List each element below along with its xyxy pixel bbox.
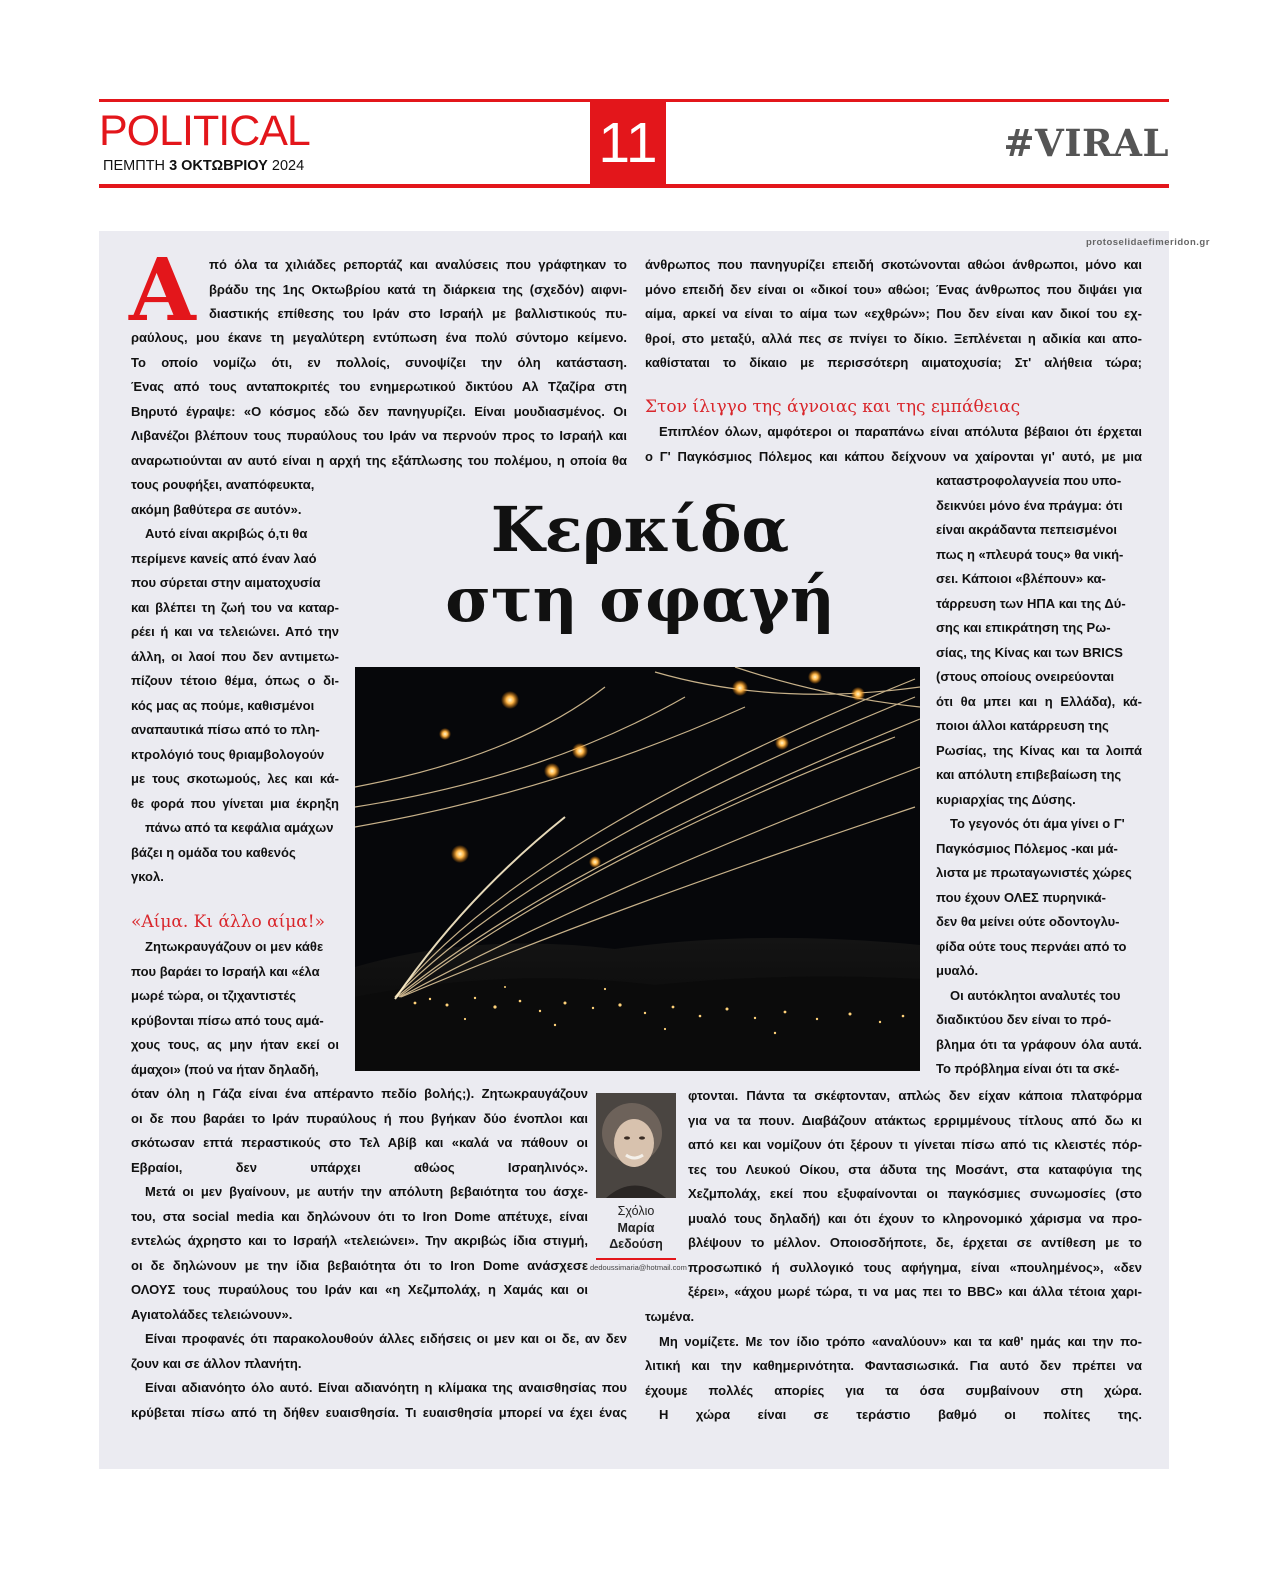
text-line: οι δε δηλώνουν με την ίδια βεβαιότητα ότι το Iron Dome ανάσχεσε: [131, 1257, 588, 1273]
text-line: Χεζμπολάχ, εκεί που εξυφαίνονται οι παγκόσμιες συνωμοσίες (στο: [688, 1186, 1142, 1201]
text-line: (στους οποίους ονειρεύονται: [936, 669, 1115, 684]
text-line: σης και επικράτηση της Ρω-: [936, 620, 1111, 635]
issue-day: ΠΕΜΠΤΗ: [103, 158, 166, 174]
missile-interception-image: [355, 667, 920, 1071]
column-2-narrow-text: [936, 469, 1142, 1082]
text-line: είναι ακράδαντα πεπεισμένοι: [936, 522, 1118, 537]
text-line: λιστα με πρωταγωνιστές χώρες: [936, 865, 1132, 880]
text-line: ακόμη βαθύτερα σε αυτόν».: [131, 501, 302, 517]
drop-cap: Α: [129, 240, 196, 341]
column-1-narrow-text: [131, 473, 339, 890]
page-number: 11: [590, 99, 666, 188]
text-line: Βηρυτό έγραψε: «Ο κόσμος εδώ δεν πανηγυρίζει. Είναι μουδιασμένος. Οι: [131, 403, 627, 419]
text-line: δεικνύει μόνο ένα πράγμα: ότι: [936, 497, 1123, 513]
text-line: θε φορά που γίνεται μια έκρηξη: [131, 795, 339, 811]
author-last-name: Δεδούση: [609, 1237, 663, 1251]
author-photo: [596, 1093, 676, 1198]
text-line: ζουν και σε άλλον πλανήτη.: [131, 1355, 302, 1371]
article-photo: [355, 667, 920, 1071]
text-line: που βαράει το Ισραήλ και «έλα: [131, 963, 320, 979]
text-line: ρέει ή και να τελειώνει. Από την: [131, 624, 339, 639]
text-line: Ζητωκραυγάζουν οι μεν κάθε: [145, 939, 324, 954]
column-2-mid-text: [688, 1084, 1142, 1305]
subhead-blood: «Αίμα. Κι άλλο αίμα!»: [131, 912, 326, 932]
text-line: ο Γ' Παγκόσμιος Πόλεμος και κάπου δείχνουν να χαίρονται γι' αυτό, με μια: [645, 448, 1142, 464]
text-line: αναρωτιούνται αν αυτό είναι η αρχή της εξάπλωσης του πολέμου, η οποία θα: [131, 452, 627, 468]
text-line: βλέψουν το μέλλον. Οποιοσδήποτε, δε, έρχεται σε αντίθεση με το: [688, 1235, 1142, 1250]
text-line: άμαχοι» (πού να ήταν δηλαδή,: [131, 1061, 319, 1077]
text-line: φτονται. Πάντα τα σκέφτονταν, απλώς δεν είχαν κάποια πλατφόρμα: [688, 1088, 1142, 1103]
text-line: τους ρουφήξει, αναπόφευκτα,: [131, 477, 315, 492]
text-line: κός μας ας πούμε, καθισμένοι: [131, 697, 315, 713]
text-line: από κει και νομίζουν ότι ξέρουν τι γίνεται πίσω από τις κλειστές πόρ-: [688, 1137, 1142, 1152]
text-line: ραύλους, μου έκανε τη μεγαλύτερη εντύπωση ένα πολύ σύντομο κείμενο.: [131, 330, 627, 345]
text-line: που σύρεται στην αιματοχυσία: [131, 575, 321, 590]
text-line: γκολ.: [131, 869, 164, 884]
column-2-bottom-text: [645, 1305, 1142, 1428]
text-line: κρύβεται πίσω από τη δήθεν ευαισθησία. Τι ευαισθησία μπορεί να έχει ένας: [131, 1404, 627, 1420]
text-line: οι δε που βαράει το Ιράν πυραύλους ή που βγήκαν δύο ένοπλοι και: [131, 1110, 588, 1126]
text-line: πάνω από τα κεφάλια αμάχων: [145, 820, 334, 835]
text-line: βάζει η ομάδα του καθενός: [131, 844, 296, 860]
text-line: σκότωσαν επτά περαστικούς στο Τελ Αβίβ και «καλά να πάθουν οι: [131, 1135, 588, 1150]
text-line: για να τα πουν. Διαβάζουν ατάκτως ερριμμένους τίτλους από δω κι: [688, 1112, 1142, 1128]
text-line: Το πρόβλημα είναι ότι τα σκέ-: [936, 1061, 1120, 1076]
issue-year: 2024: [271, 158, 305, 174]
text-line: δεν θα μείνει ούτε οδοντογλυ-: [936, 914, 1120, 929]
text-line: φίδα ούτε τους περνάει από το: [936, 938, 1127, 954]
text-line: τάρρευση των ΗΠΑ και της Δύ-: [936, 595, 1126, 611]
text-line: προσωπικό ή συλλογικό τους αφήγημα, είναι «πουλημένος», «δεν: [688, 1259, 1142, 1275]
text-line: χους τους, ας μην ήταν εκεί οι: [131, 1037, 339, 1052]
text-line: ποιοι άλλοι κατάρρευση της: [936, 718, 1109, 733]
text-line: μόνο επειδή δεν είναι οι «δικοί του» αθώοι; Ένας άνθρωπος που διψάει για: [645, 281, 1142, 297]
text-line: Ένας από τους ανταποκριτές του ενημερωτικού δικτύου Αλ Τζαζίρα στη: [131, 379, 627, 394]
text-line: και απόλυτη επιβεβαίωση της: [936, 767, 1122, 782]
text-line: άνθρωπος που πανηγυρίζει επειδή σκοτώνονται αθώοι άνθρωποι, μόνο και: [645, 257, 1142, 272]
text-line: σίας, της Κίνας και των BRICS: [936, 644, 1123, 660]
text-line: Η χώρα είναι σε τεράστιο βαθμό οι πολίτες της.: [659, 1407, 1142, 1422]
text-line: Το γεγονός ότι άμα γίνει ο Γ': [950, 816, 1125, 831]
author-portrait-image: [596, 1093, 676, 1198]
column-1-bottom-text: [131, 1082, 627, 1425]
issue-date-day: 3 ΟΚΤΩΒΡΙΟΥ: [169, 158, 268, 174]
text-line: έχουμε πολλές απορίες για τα όσα συμβαίνουν στη χώρα.: [645, 1382, 1142, 1398]
text-line: πως η «πλευρά τους» θα νική-: [936, 546, 1124, 562]
text-line: καθίσταται το δίκαιο με περισσότερη αιματοχυσία; Στ' αλήθεια τώρα;: [645, 355, 1142, 370]
text-line: Εβραίοι, δεν υπάρχει αθώος Ισραηλινός».: [131, 1159, 588, 1175]
text-line: βράδυ της 1ης Οκτωβρίου κατά τη διάρκεια της (σχεδόν) αιφνι-: [209, 281, 627, 297]
text-line: όταν όλη η Γάζα είναι ένα απέραντο πεδίο βολής;). Ζητωκραυγάζουν: [131, 1086, 588, 1101]
text-line: εντελώς άχρηστο και το Ισραήλ «τελειώνει». Την ακριβώς ίδια στιγμή,: [131, 1233, 588, 1248]
text-line: ότι θα μπει και η Ελλάδα), κά-: [936, 693, 1142, 709]
text-line: Οι αυτόκλητοι αναλυτές του: [950, 987, 1121, 1003]
author-email: dedoussimaria@hotmail.com: [590, 1263, 687, 1272]
text-line: Αγιατολάδες τελειώνουν».: [131, 1306, 293, 1322]
column-2-sub-text: [645, 420, 1142, 469]
text-line: ΟΛΟΥΣ τους πυραύλους του Ιράν και «η Χεζμπολάχ, η Χαμάς και οι: [131, 1282, 588, 1297]
column-2-text: [645, 253, 1142, 376]
text-line: τες του Λευκού Οίκου, στα άδυτα της Μοσάντ, στα καταφύγια της: [688, 1161, 1142, 1177]
text-line: μυαλό τους δηλαδή) και ότι έχουν το κληρονομικό χάρισμα να προ-: [688, 1210, 1142, 1226]
category-tag: #VIRAL: [1003, 121, 1169, 165]
text-line: λιτική και την καθημερινότητα. Φαντασιωσικά. Για αυτό δεν πρέπει να: [645, 1358, 1142, 1373]
author-first-name: Μαρία: [617, 1221, 655, 1235]
text-line: κτρολόγιό τους θριαμβολογούν: [131, 746, 325, 762]
headline-line-2: στη σφαγή: [445, 563, 835, 636]
header-bottom-rule: [99, 184, 1169, 188]
watermark: protoselidaefimeridon.gr: [1086, 237, 1210, 248]
text-line: τωμένα.: [645, 1309, 695, 1324]
headline-line-1: Κερκίδα: [490, 493, 790, 566]
text-line: αίμα, αρκεί να είναι το αίμα των «εχθρών»; Που δεν είναι καν δικοί του εχ-: [645, 306, 1142, 321]
article-headline: [440, 495, 840, 635]
text-line: που έχουν ΟΛΕΣ πυρηνικά-: [936, 889, 1106, 905]
author-divider: [596, 1258, 676, 1260]
text-line: Λιβανέζοι βλέπουν τους πυραύλους του Ιράν να περνούν προς το Ισραήλ και: [131, 428, 627, 443]
issue-date: [103, 157, 304, 175]
text-line: Ρωσίας, της Κίνας και τα λοιπά: [936, 742, 1142, 758]
text-line: Είναι αδιανόητο όλο αυτό. Είναι αδιανόητη η κλίμακα της αναισθησίας που: [145, 1380, 627, 1395]
text-line: Αυτό είναι ακριβώς ό,τι θα: [145, 526, 308, 541]
author-name: [596, 1220, 676, 1252]
text-line: πίζουν τέτοιο θέμα, όπως ο δι-: [131, 673, 339, 688]
text-line: διαστικής επίθεσης του Ιράν στο Ισραήλ με βαλλιστικούς πυ-: [209, 306, 627, 321]
text-line: Το οποίο νομίζω ότι, εν πολλοίς, συνοψίζει την όλη κατάσταση.: [131, 354, 627, 370]
intro-paragraph: [209, 253, 627, 327]
subhead-vertigo: Στον ίλιγγο της άγνοιας και της εμπάθειας: [645, 397, 1021, 417]
text-line: κυριαρχίας της Δύσης.: [936, 791, 1076, 807]
text-line: Μη νομίζετε. Με τον ίδιο τρόπο «αναλύουν» και τα καθ' ημάς και την πο-: [659, 1333, 1142, 1349]
text-line: με τους σκοτωμούς, λες και κά-: [131, 771, 339, 786]
text-line: Επιπλέον όλων, αμφότεροι οι παραπάνω είναι απόλυτα βέβαιοι ότι έρχεται: [659, 424, 1142, 439]
text-line: άλλη, οι λαοί που δεν αντιμετω-: [131, 648, 339, 664]
text-line: Παγκόσμιος Πόλεμος -και μά-: [936, 840, 1118, 856]
author-label: Σχόλιο: [617, 1204, 655, 1218]
column-1-sub-text: [131, 935, 339, 1082]
text-line: περίμενε κανείς από έναν λαό: [131, 550, 317, 566]
text-line: Μετά οι μεν βγαίνουν, με αυτήν την απόλυτη βεβαιότητα του άσχε-: [145, 1184, 588, 1199]
text-line: μωρέ τώρα, οι τζιχαντιστές: [131, 988, 296, 1003]
text-line: θροί, στο μεταξύ, αλλά πες σε πνίγει το δίκιο. Ξεπλένεται η αδικία και απο-: [645, 330, 1142, 346]
text-line: και βλέπει τη ζωή του να καταρ-: [131, 599, 339, 615]
text-line: μυαλό.: [936, 963, 979, 978]
text-line: κρύβονται πίσω από τους αμά-: [131, 1012, 324, 1028]
text-line: ξέρει», «άχου μωρέ τώρα, τι να μας πει το BBC» και άλλα τέτοια χαρι-: [688, 1284, 1142, 1299]
column-1-text: [131, 326, 627, 473]
text-line: Είναι προφανές ότι παρακολουθούν άλλες ειδήσεις οι μεν και οι δε, αν δεν: [145, 1331, 627, 1346]
text-line: διαδικτύου δεν είναι το πρό-: [936, 1012, 1112, 1027]
text-line: του, στα social media και δηλώνουν ότι το Iron Dome απέτυχε, είναι: [131, 1208, 588, 1224]
section-name: POLITICAL: [99, 107, 310, 155]
text-line: πό όλα τα χιλιάδες ρεπορτάζ και αναλύσεις που γράφτηκαν το: [209, 257, 627, 272]
text-line: καταστροφολαγνεία που υπο-: [936, 473, 1122, 488]
text-line: βλημα ότι τα γράφουν όλα αυτά.: [936, 1036, 1142, 1052]
text-line: αναπαυτικά πίσω από το πλη-: [131, 722, 320, 737]
text-line: σει. Κάποιοι «βλέπουν» κα-: [936, 571, 1106, 586]
